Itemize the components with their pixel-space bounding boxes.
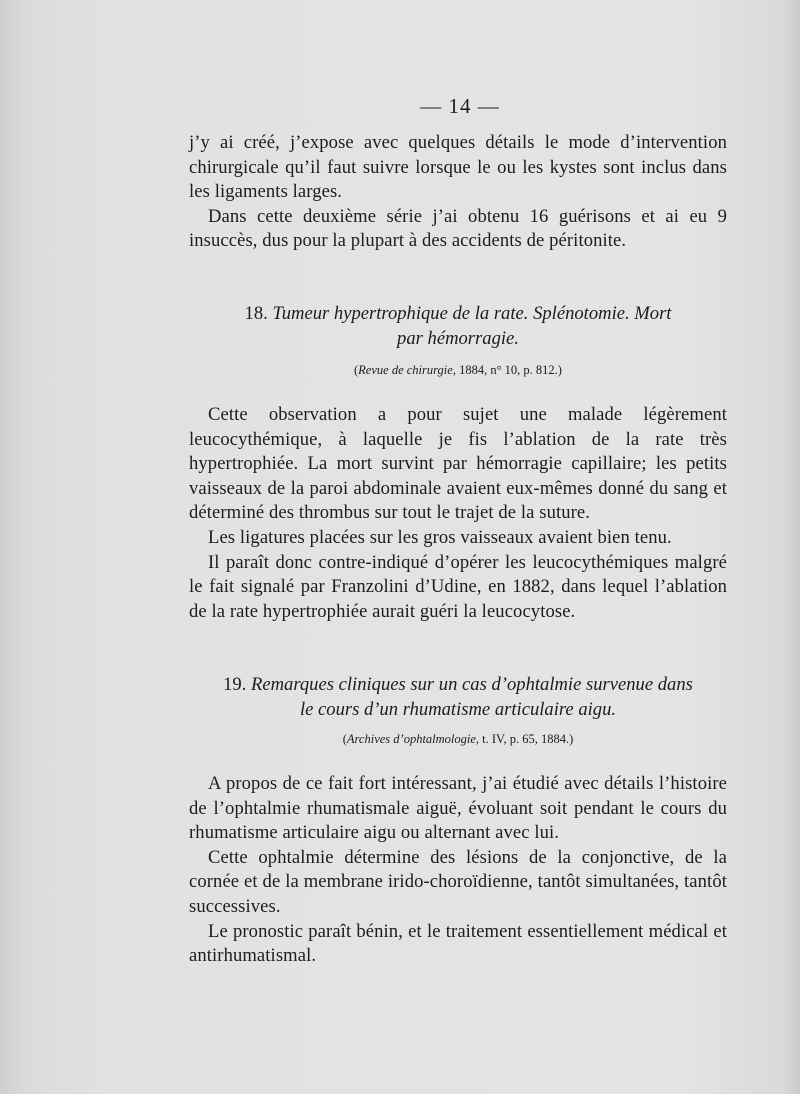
heading-line bbox=[189, 301, 727, 326]
section-number: 18. bbox=[244, 303, 268, 324]
citation-paren: ( bbox=[342, 732, 347, 746]
paragraph: Il paraît donc contre-indiqué d’opérer les leucocythémiques malgré le fait signalé par Franzolini d’Udine, en 1882, dans lequel l’ablation de la rate hypertrophiée aurait guéri la leucocytose. bbox=[189, 551, 727, 622]
citation-details: , 1884, n° 10, p. 812.) bbox=[452, 363, 562, 377]
section-heading-18 bbox=[189, 301, 727, 351]
paragraph: Le pronostic paraît bénin, et le traitement essentiellement médical et antirhumatismal. bbox=[189, 920, 727, 967]
citation-paren: ( bbox=[354, 363, 359, 377]
section-title: Remarques cliniques sur un cas d’ophtalmie survenue dans bbox=[251, 674, 693, 695]
paragraph: Cette observation a pour sujet une malade légèrement leucocythémique, à laquelle je fis l’ablation de la rate très hypertrophiée. La mort survint par hémorragie capillaire; les petits vaisseaux de la paroi abdominale avaient eux-mêmes donné du sang et déterminé des thrombus sur tout le trajet de la suture. bbox=[189, 404, 727, 524]
section-number: 19. bbox=[223, 674, 247, 695]
section-19-body bbox=[189, 772, 727, 969]
paragraph: j’y ai créé, j’expose avec quelques détails le mode d’intervention chirurgicale qu’il faut suivre lorsque le ou les kystes sont inclus dans les ligaments larges. bbox=[189, 132, 727, 203]
heading-line bbox=[189, 697, 727, 722]
page-number: — 14 — bbox=[420, 94, 500, 118]
paragraph: Dans cette deuxième série j’ai obtenu 16 guérisons et ai eu 9 insuccès, dus pour la plupart à des accidents de péritonite. bbox=[189, 205, 727, 252]
paragraph: Les ligatures placées sur les gros vaisseaux avaient bien tenu. bbox=[208, 526, 672, 548]
citation-details: , t. IV, p. 65, 1884.) bbox=[475, 732, 574, 746]
section-title-cont: le cours d’un rhumatisme articulaire aigu. bbox=[299, 699, 617, 720]
heading-line bbox=[189, 326, 727, 351]
journal-name: Archives d’ophtalmologie bbox=[346, 732, 476, 746]
intro-text bbox=[189, 131, 727, 254]
section-18-body bbox=[189, 403, 727, 624]
source-citation-18 bbox=[189, 362, 727, 378]
section-heading-19 bbox=[189, 672, 727, 722]
section-title-cont: par hémorragie. bbox=[397, 328, 519, 349]
heading-line bbox=[189, 672, 727, 697]
paragraph: Cette ophtalmie détermine des lésions de la conjonctive, de la cornée et de la membrane irido-choroïdienne, tantôt simultanées, tantôt successives. bbox=[189, 846, 727, 917]
section-title: Tumeur hypertrophique de la rate. Splénotomie. Mort bbox=[272, 303, 672, 324]
paragraph: A propos de ce fait fort intéressant, j’ai étudié avec détails l’histoire de l’ophtalmie rhumatismale aiguë, évoluant soit pendant le cours du rhumatisme articulaire aigu ou alternant avec lui. bbox=[189, 773, 727, 844]
journal-name: Revue de chirurgie bbox=[358, 363, 453, 377]
source-citation-19 bbox=[189, 731, 727, 747]
